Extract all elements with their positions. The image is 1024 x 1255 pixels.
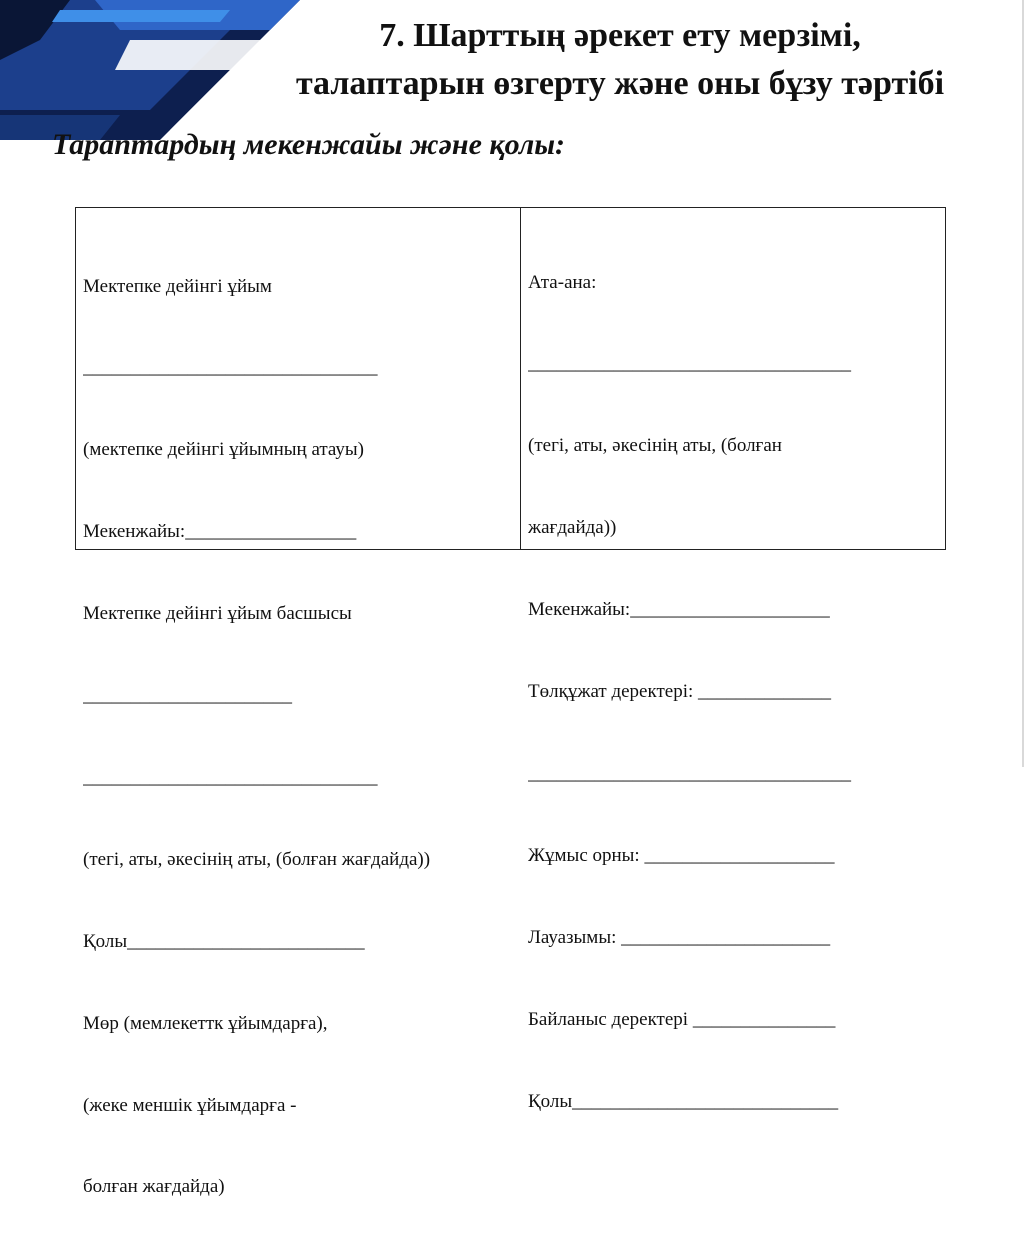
org-line: ______________________ bbox=[83, 685, 292, 707]
parent-line: (тегі, аты, әкесінің аты, (болған bbox=[528, 435, 782, 457]
title-line-2: талаптарын өзгерту және оны бұзу тәртібі bbox=[295, 65, 945, 102]
slide-subtitle: Тараптардың мекенжайы және қолы: bbox=[52, 128, 566, 161]
parent-line: __________________________________ bbox=[528, 353, 851, 375]
deco-bright-stripe bbox=[52, 10, 230, 22]
parent-line: Жұмыс орны: ____________________ bbox=[528, 844, 835, 866]
parent-line: Лауазымы: ______________________ bbox=[528, 926, 831, 948]
parent-line: Ата-ана: bbox=[528, 271, 597, 293]
org-line: Мектепке дейінгі ұйым bbox=[83, 275, 272, 297]
org-line: Қолы_________________________ bbox=[83, 930, 365, 952]
org-line: (тегі, аты, әкесінің аты, (болған жағдайда)) bbox=[83, 848, 431, 870]
organization-column bbox=[76, 208, 521, 1198]
org-line: (мектепке дейінгі ұйымның атауы) bbox=[83, 439, 364, 461]
parent-column bbox=[521, 208, 945, 1112]
parent-line: Қолы____________________________ bbox=[528, 1090, 839, 1112]
parent-line: Байланыс деректері _______________ bbox=[528, 1008, 836, 1030]
org-line: болған жағдайда) bbox=[83, 1176, 225, 1198]
org-line: Мекенжайы:__________________ bbox=[83, 521, 357, 543]
parent-line: Мекенжайы:_____________________ bbox=[528, 599, 830, 621]
org-line: _______________________________ bbox=[83, 766, 378, 788]
org-line: Мөр (мемлекеттк ұйымдарға), bbox=[83, 1012, 328, 1034]
org-line: (жеке меншік ұйымдарға - bbox=[83, 1094, 297, 1116]
org-line: Мектепке дейінгі ұйым басшысы bbox=[83, 603, 352, 625]
parent-line: __________________________________ bbox=[528, 762, 851, 784]
slide-title bbox=[230, 12, 1010, 108]
signature-table bbox=[75, 207, 946, 1198]
title-line-1: 7. Шарттың әрекет ету мерзімі, bbox=[379, 17, 861, 54]
parent-line: Төлқұжат деректері: ______________ bbox=[528, 681, 831, 703]
org-line: _______________________________ bbox=[83, 357, 378, 379]
parent-line: жағдайда)) bbox=[528, 517, 617, 539]
